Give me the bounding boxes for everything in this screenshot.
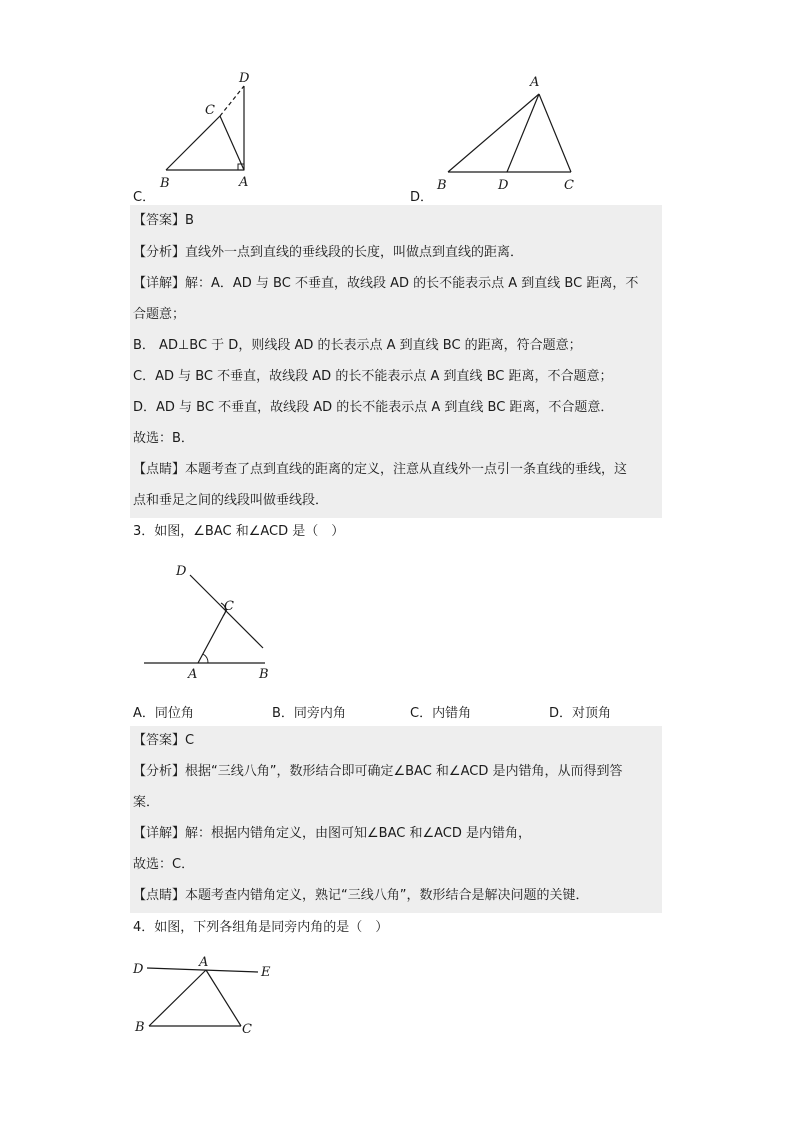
label-d: D bbox=[498, 178, 509, 193]
label-e: E bbox=[261, 965, 271, 980]
q3-analysis-1: 【分析】根据“三线八角”，数形结合即可确定∠BAC 和∠ACD 是内错角，从而得到答 bbox=[133, 764, 623, 779]
figure-q3 bbox=[140, 558, 280, 683]
figure-q4 bbox=[130, 952, 280, 1042]
q3-option-c: C．内错角 bbox=[410, 706, 472, 721]
q2-comment-1: 【点睛】本题考查了点到直线的距离的定义，注意从直线外一点引一条直线的垂线，这 bbox=[133, 462, 628, 477]
label-d: D bbox=[133, 962, 144, 977]
option-d-label: D． bbox=[410, 190, 434, 205]
segment-ab bbox=[149, 970, 206, 1026]
segment-ad bbox=[507, 94, 539, 172]
segment-bc bbox=[166, 116, 220, 170]
q4-stem: 4．如图，下列各组角是同旁内角的是（ ） bbox=[133, 920, 389, 935]
label-c: C bbox=[205, 103, 215, 118]
q2-comment-2: 点和垂足之间的线段叫做垂线段． bbox=[133, 493, 329, 508]
label-c: C bbox=[224, 599, 234, 614]
label-b: B bbox=[437, 178, 447, 193]
label-a: A bbox=[188, 667, 198, 682]
segment-ac bbox=[206, 970, 241, 1026]
label-b: B bbox=[160, 176, 170, 190]
label-c: C bbox=[564, 178, 574, 193]
q3-stem: 3．如图，∠BAC 和∠ACD 是（ ） bbox=[133, 524, 345, 539]
label-b: B bbox=[259, 667, 269, 682]
q3-answer: 【答案】C bbox=[133, 733, 195, 748]
segment-ac bbox=[539, 94, 571, 172]
label-a: A bbox=[199, 955, 209, 970]
q2-detail-5: D．AD 与 BC 不垂直，故线段 AD 的长不能表示点 A 到直线 BC 距离，不合题意． bbox=[133, 400, 614, 415]
segment-cd-dashed bbox=[220, 86, 244, 116]
label-d: D bbox=[176, 564, 187, 579]
label-c: C bbox=[242, 1022, 252, 1037]
q2-detail-1: 【详解】解：A．AD 与 BC 不垂直，故线段 AD 的长不能表示点 A 到直线 BC 距离，不 bbox=[133, 276, 639, 291]
angle-bac-arc bbox=[203, 654, 208, 663]
option-c-label: C． bbox=[133, 190, 156, 205]
q3-option-d: D．对顶角 bbox=[549, 706, 612, 721]
q2-analysis: 【分析】直线外一点到直线的垂线段的长度，叫做点到直线的距离． bbox=[133, 245, 524, 260]
q3-choice: 故选：C． bbox=[133, 857, 195, 872]
q3-comment: 【点睛】本题考查内错角定义，熟记“三线八角”，数形结合是解决问题的关键． bbox=[133, 888, 589, 903]
q2-detail-2: 合题意； bbox=[133, 307, 186, 322]
q2-detail-3: B． AD⊥BC 于 D，则线段 AD 的长表示点 A 到直线 BC 的距离，符合题意； bbox=[133, 338, 582, 353]
label-a: A bbox=[530, 75, 540, 90]
q2-answer: 【答案】B bbox=[133, 213, 194, 228]
label-b: B bbox=[135, 1020, 145, 1035]
segment-ac bbox=[198, 609, 227, 663]
label-d: D bbox=[239, 71, 250, 86]
q3-option-b: B．同旁内角 bbox=[272, 706, 346, 721]
q3-option-a: A．同位角 bbox=[133, 706, 194, 721]
q2-detail-4: C．AD 与 BC 不垂直，故线段 AD 的长不能表示点 A 到直线 BC 距离，不合题意； bbox=[133, 369, 613, 384]
figure-option-c bbox=[150, 65, 270, 190]
segment-ca bbox=[220, 116, 244, 170]
q3-solution-block bbox=[130, 726, 662, 913]
q2-choice: 故选：B． bbox=[133, 431, 194, 446]
segment-ba bbox=[448, 94, 539, 172]
figure-option-d bbox=[430, 68, 590, 193]
q3-detail: 【详解】解：根据内错角定义，由图可知∠BAC 和∠ACD 是内错角， bbox=[133, 826, 531, 841]
q3-analysis-2: 案． bbox=[133, 795, 160, 810]
label-a: A bbox=[239, 175, 249, 190]
